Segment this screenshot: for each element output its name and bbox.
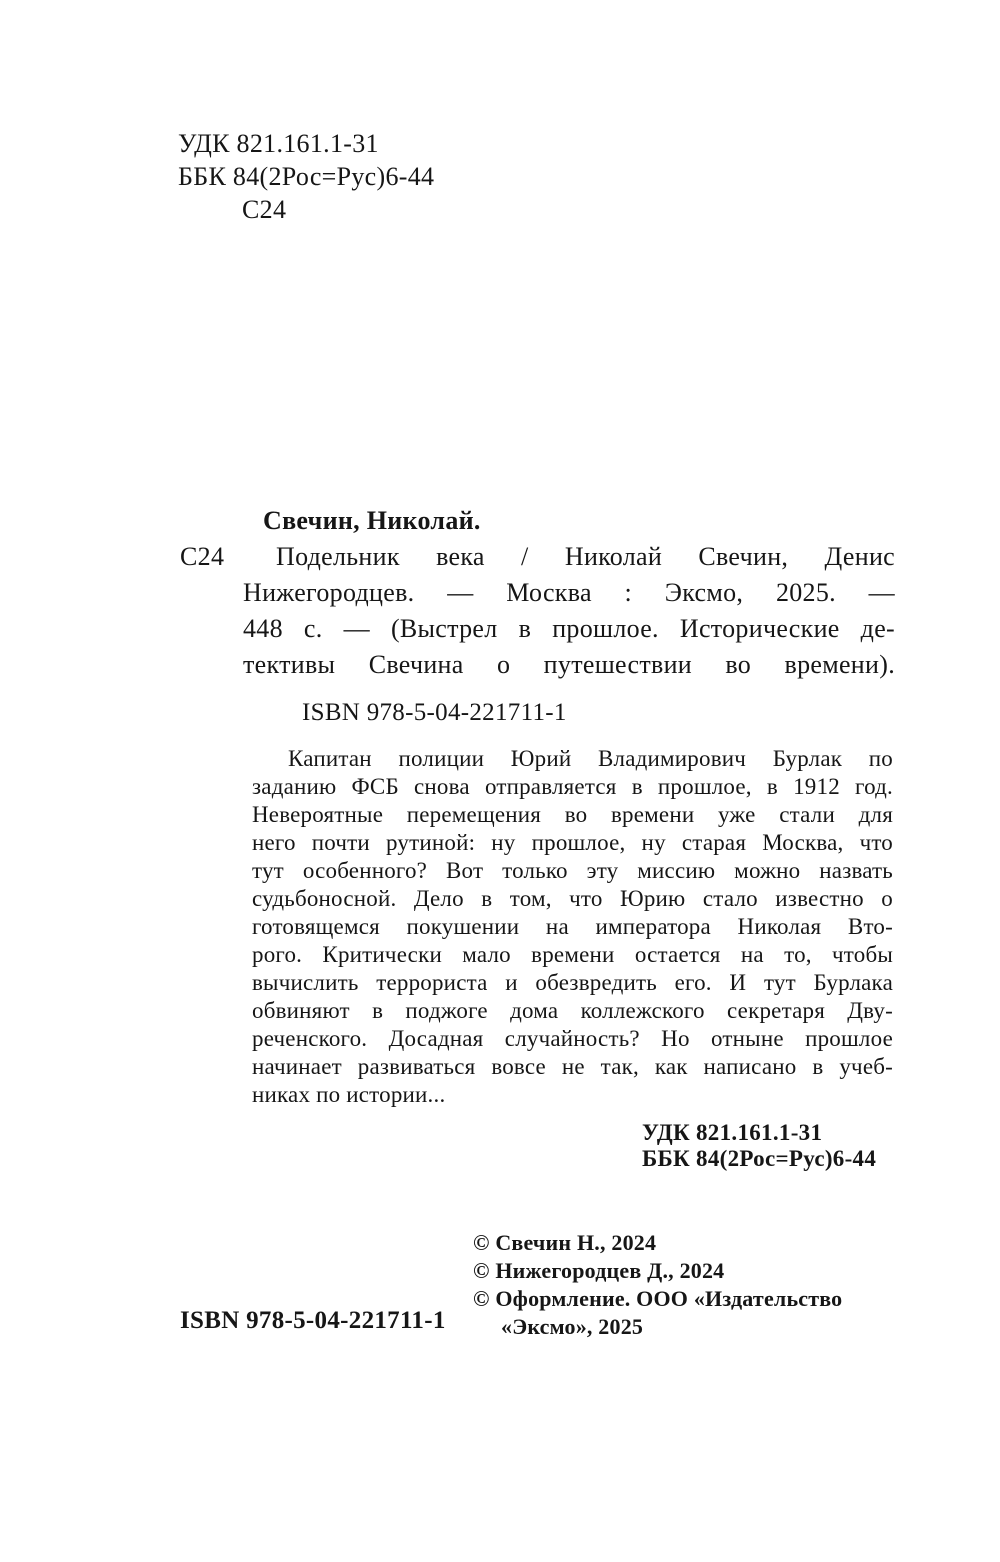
text-line: тективы Свечина о путешествии во времени). xyxy=(243,650,895,679)
text-line: Подельник века / Николай Свечин, Денис xyxy=(276,542,895,571)
text-line: вычислить террориста и обезвредить его. И тут Бурлака xyxy=(252,970,893,995)
text-line: Нижегородцев. — Москва : Эксмо, 2025. — xyxy=(243,578,895,607)
bottom-codes-block xyxy=(642,1120,876,1172)
udk-code: УДК 821.161.1-31 xyxy=(178,129,379,158)
text-line: Невероятные перемещения во времени уже стали для xyxy=(252,802,893,827)
text-line: рого. Критически мало времени остается на то, чтобы xyxy=(252,942,893,967)
text-line: обвиняют в поджоге дома коллежского секретаря Дву- xyxy=(252,998,893,1023)
text-line: него почти рутиной: ну прошлое, ну старая Москва, что xyxy=(252,830,893,855)
text-line: заданию ФСБ снова отправляется в прошлое, в 1912 год. xyxy=(252,774,893,799)
top-codes-block xyxy=(178,127,434,226)
copyright-author-1: © Свечин Н., 2024 xyxy=(473,1230,657,1255)
text-line: судьбоносной. Дело в том, что Юрию стало известно о xyxy=(252,886,893,911)
copyright-block xyxy=(473,1229,842,1341)
bbk-code: ББК 84(2Рос=Рус)6-44 xyxy=(178,162,435,191)
catalog-card xyxy=(180,503,895,683)
text-line: никах по истории... xyxy=(252,1082,446,1107)
annotation-paragraph xyxy=(252,745,893,1109)
author-sign-code: С24 xyxy=(242,195,287,224)
text-line: 448 с. — (Выстрел в прошлое. Исторические де- xyxy=(243,614,895,643)
text-line: готовящемся покушении на императора Николая Вто- xyxy=(252,914,893,939)
bbk-code-bottom: ББК 84(2Рос=Рус)6-44 xyxy=(642,1146,877,1171)
catalog-card-description xyxy=(243,539,895,683)
copyright-author-2: © Нижегородцев Д., 2024 xyxy=(473,1258,725,1283)
udk-code-bottom: УДК 821.161.1-31 xyxy=(642,1120,823,1145)
copyright-publisher-line-2: «Эксмо», 2025 xyxy=(501,1314,644,1339)
text-line: Капитан полиции Юрий Владимирович Бурлак по xyxy=(288,746,893,771)
copyright-publisher-line-1: © Оформление. ООО «Издательство xyxy=(473,1286,843,1311)
text-line: реченского. Досадная случайность? Но отныне прошлое xyxy=(252,1026,893,1051)
catalog-card-author: Свечин, Николай. xyxy=(263,506,481,535)
catalog-card-hang-code: С24 xyxy=(180,542,225,571)
text-line: тут особенного? Вот только эту миссию можно назвать xyxy=(252,858,893,883)
text-line: начинает развиваться вовсе не так, как написано в учеб- xyxy=(252,1054,893,1079)
isbn-bottom: ISBN 978-5-04-221711-1 xyxy=(180,1307,446,1334)
isbn-number: ISBN 978-5-04-221711-1 xyxy=(302,699,567,726)
